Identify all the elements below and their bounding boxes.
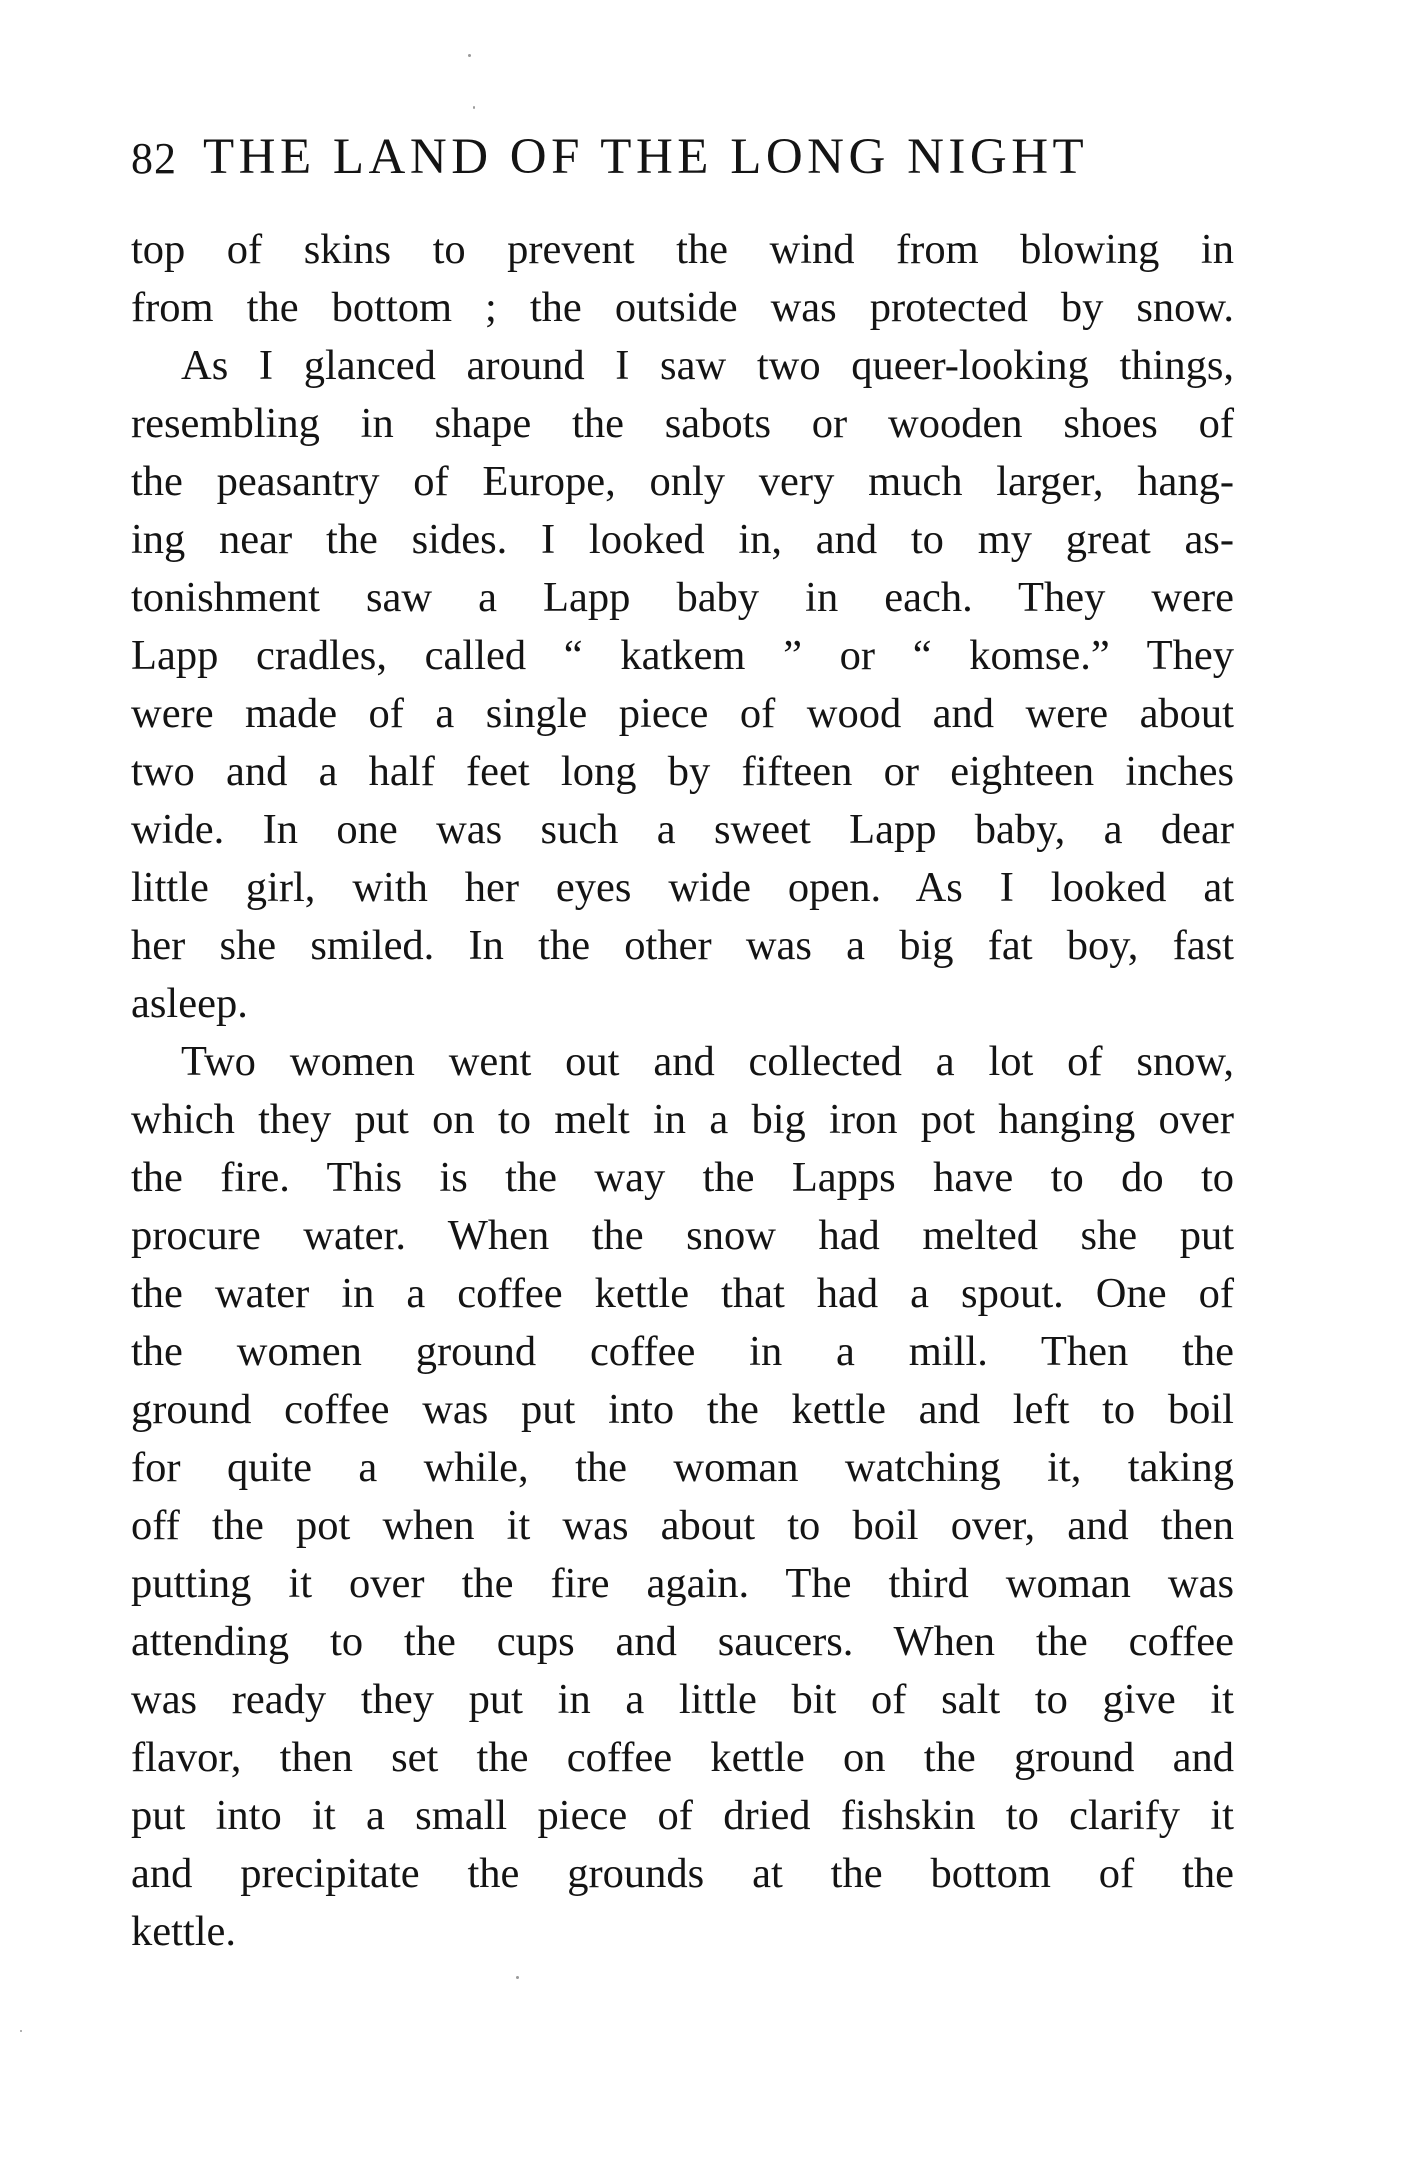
text-line: kettle.: [131, 1908, 237, 1955]
text-line: the fire. This is the way the Lapps have to do to: [131, 1154, 1234, 1201]
text-line: ing near the sides. I looked in, and to my great as-: [131, 516, 1234, 563]
text-line: were made of a single piece of wood and were about: [131, 690, 1234, 737]
text-line: flavor, then set the coffee kettle on the ground and: [131, 1734, 1234, 1781]
running-title: THE LAND OF THE LONG NIGHT: [203, 129, 1089, 185]
text-line: off the pot when it was about to boil over, and then: [131, 1502, 1234, 1549]
paper-speck: [468, 54, 471, 57]
text-line: ground coffee was put into the kettle and left to boil: [131, 1386, 1234, 1433]
text-line: top of skins to prevent the wind from blowing in: [131, 226, 1234, 273]
text-line: put into it a small piece of dried fishskin to clarify it: [131, 1792, 1234, 1839]
page-number: 82: [131, 134, 177, 183]
text-line: the peasantry of Europe, only very much larger, hang-: [131, 458, 1234, 505]
text-line: resembling in shape the sabots or wooden shoes of: [131, 400, 1234, 447]
text-line: the women ground coffee in a mill. Then the: [131, 1328, 1234, 1375]
text-line: tonishment saw a Lapp baby in each. They were: [131, 574, 1234, 621]
text-line: for quite a while, the woman watching it, taking: [131, 1444, 1234, 1491]
paper-speck: [516, 1976, 519, 1979]
text-line: from the bottom ; the outside was protected by snow.: [131, 284, 1234, 331]
text-line: her she smiled. In the other was a big fat boy, fast: [131, 922, 1234, 969]
text-line: wide. In one was such a sweet Lapp baby, a dear: [131, 806, 1234, 853]
text-line: which they put on to melt in a big iron pot hanging over: [131, 1096, 1234, 1143]
text-line: the water in a coffee kettle that had a spout. One of: [131, 1270, 1234, 1317]
paper-speck: [20, 2030, 22, 2032]
text-line: two and a half feet long by fifteen or eighteen inches: [131, 748, 1234, 795]
text-line: Two women went out and collected a lot of snow,: [181, 1038, 1234, 1085]
body-text: [131, 221, 1234, 1961]
text-line: attending to the cups and saucers. When the coffee: [131, 1618, 1234, 1665]
text-line: As I glanced around I saw two queer-looking things,: [181, 342, 1234, 389]
paper-speck: [473, 106, 475, 109]
page-header: [131, 128, 1231, 198]
text-line: Lapp cradles, called “ katkem ” or “ komse.” They: [131, 632, 1234, 679]
text-line: and precipitate the grounds at the bottom of the: [131, 1850, 1234, 1897]
text-line: was ready they put in a little bit of salt to give it: [131, 1676, 1234, 1723]
text-line: putting it over the fire again. The third woman was: [131, 1560, 1234, 1607]
text-line: procure water. When the snow had melted she put: [131, 1212, 1234, 1259]
text-line: little girl, with her eyes wide open. As I looked at: [131, 864, 1234, 911]
text-line: asleep.: [131, 980, 248, 1027]
